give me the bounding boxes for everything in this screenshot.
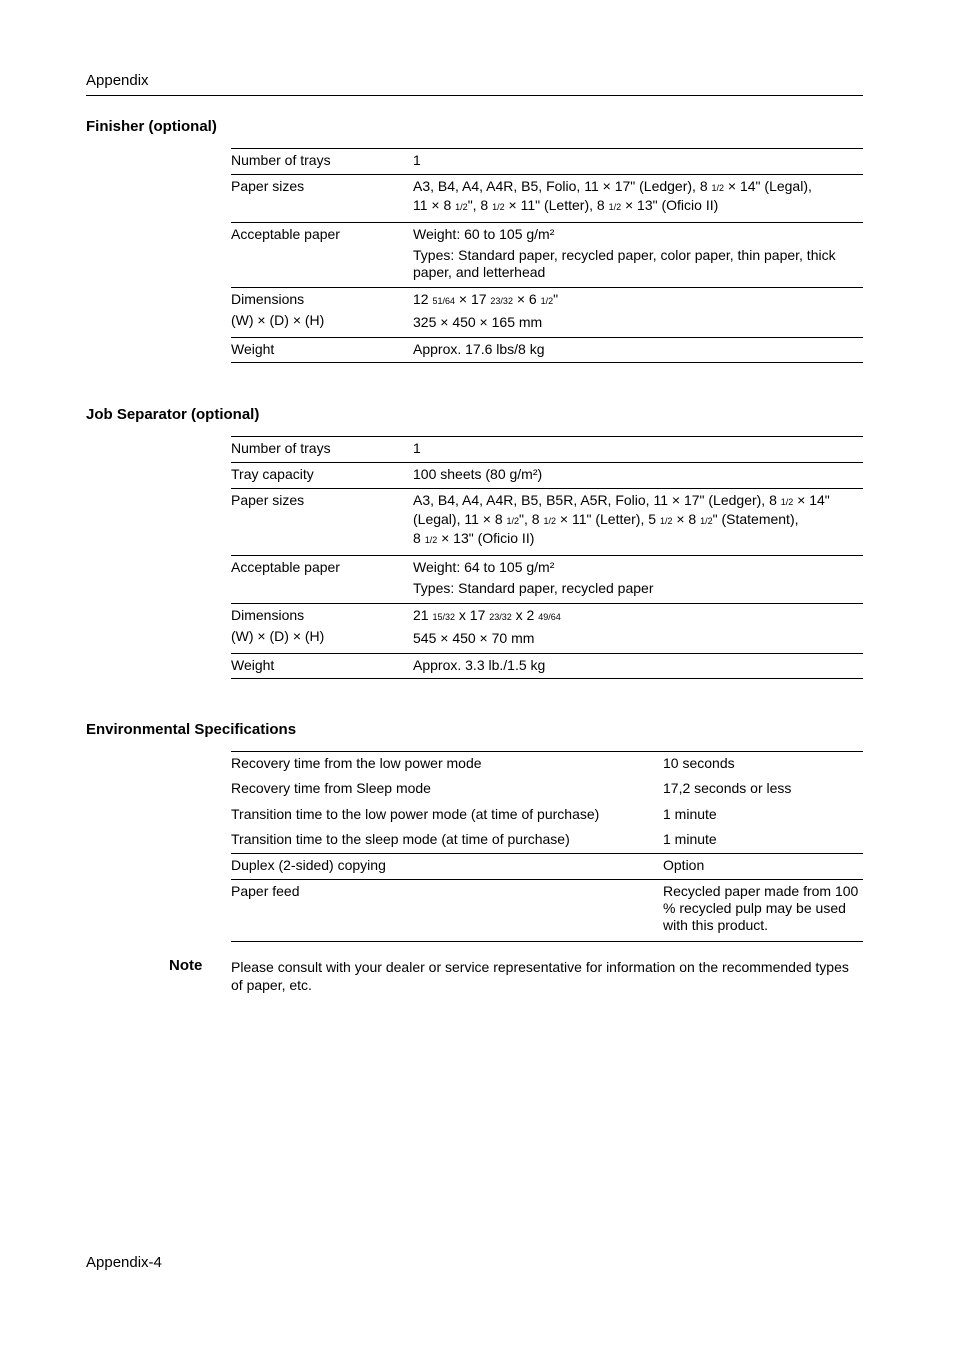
spec-label: Weight [231,654,413,679]
job-separator-heading: Job Separator (optional) [86,406,260,423]
spec-label: Weight [231,338,413,363]
table-row [231,556,863,604]
spec-value: 10 seconds [663,752,863,777]
spec-label: Recovery time from the low power mode [231,752,663,777]
spec-label: Acceptable paper [231,556,413,604]
spec-label: Dimensions (W) × (D) × (H) [231,604,413,654]
spec-value: 17,2 seconds or less [663,779,792,796]
spec-value: 1 [413,437,863,463]
table-row [231,489,863,556]
spec-label: Number of trays [231,437,413,463]
page-number: Appendix-4 [86,1254,162,1271]
spec-value: Approx. 17.6 lbs/8 kg [413,338,863,363]
environmental-spec-table [231,751,863,942]
table-row [231,604,863,654]
running-header: Appendix [86,72,863,96]
environmental-heading: Environmental Specifications [86,721,297,738]
table-row [231,437,863,463]
spec-value: 100 sheets (80 g/m²) [413,463,863,489]
spec-label: Tray capacity [231,463,413,489]
table-row [231,149,863,175]
spec-label: Paper sizes [231,175,413,223]
table-row [231,880,863,942]
table-row [231,288,863,338]
spec-label: Number of trays [231,149,413,175]
spec-value: Approx. 3.3 lb./1.5 kg [413,654,863,679]
finisher-heading: Finisher (optional) [86,118,217,135]
spec-label: Dimensions (W) × (D) × (H) [231,288,413,338]
spec-value: Weight: 60 to 105 g/m² Types: Standard paper, recycled paper, color paper, thin paper, thick paper, and letterhead [413,223,863,288]
spec-label: Paper sizes [231,489,413,556]
spec-value: A3, B4, A4, A4R, B5, B5R, A5R, Folio, 11 × 17" (Ledger), 8 1/2 × 14" (Legal), 11 × 8 1/2", 8 1/2 × 11" (Letter), 5 1/2 × 8 1/2" (Statement), 8 1/2 × 13" (Oficio II) [413,489,863,556]
spec-value: 1 [413,149,863,175]
table-row [231,803,863,828]
spec-label: Transition time to the low power mode (at time of purchase) [231,805,600,822]
finisher-spec-table [231,148,863,363]
spec-label: Duplex (2-sided) copying [231,854,663,880]
spec-value: Weight: 64 to 105 g/m² Types: Standard paper, recycled paper [413,556,863,604]
spec-label: Transition time to the sleep mode (at time of purchase) [231,830,570,847]
table-row [231,223,863,288]
table-row [231,338,863,363]
table-row [231,463,863,489]
table-row [231,854,863,880]
table-row [231,752,863,777]
spec-value: Recycled paper made from 100 % recycled pulp may be used with this product. [663,880,863,942]
spec-value: 21 15/32 x 17 23/32 x 2 49/64 545 × 450 × 70 mm [413,604,863,654]
spec-value: A3, B4, A4, A4R, B5, Folio, 11 × 17" (Ledger), 8 1/2 × 14" (Legal), 11 × 8 1/2", 8 1/2 × 11" (Letter), 8 1/2 × 13" (Oficio II) [413,175,863,223]
spec-label: Acceptable paper [231,223,413,288]
spec-label: Recovery time from Sleep mode [231,779,431,796]
spec-value: 12 51/64 × 17 23/32 × 6 1/2" 325 × 450 × 165 mm [413,288,863,338]
table-row [231,175,863,223]
table-row [231,828,863,854]
table-row [231,654,863,679]
spec-value: Option [663,854,863,880]
spec-value: 1 minute [663,805,717,822]
job-separator-spec-table [231,436,863,679]
spec-value: 1 minute [663,830,717,847]
spec-label: Paper feed [231,880,663,942]
note-label: Note [169,957,203,974]
table-row [231,777,863,803]
note-text: Please consult with your dealer or service representative for information on the recommended types of paper, etc. [231,959,849,993]
